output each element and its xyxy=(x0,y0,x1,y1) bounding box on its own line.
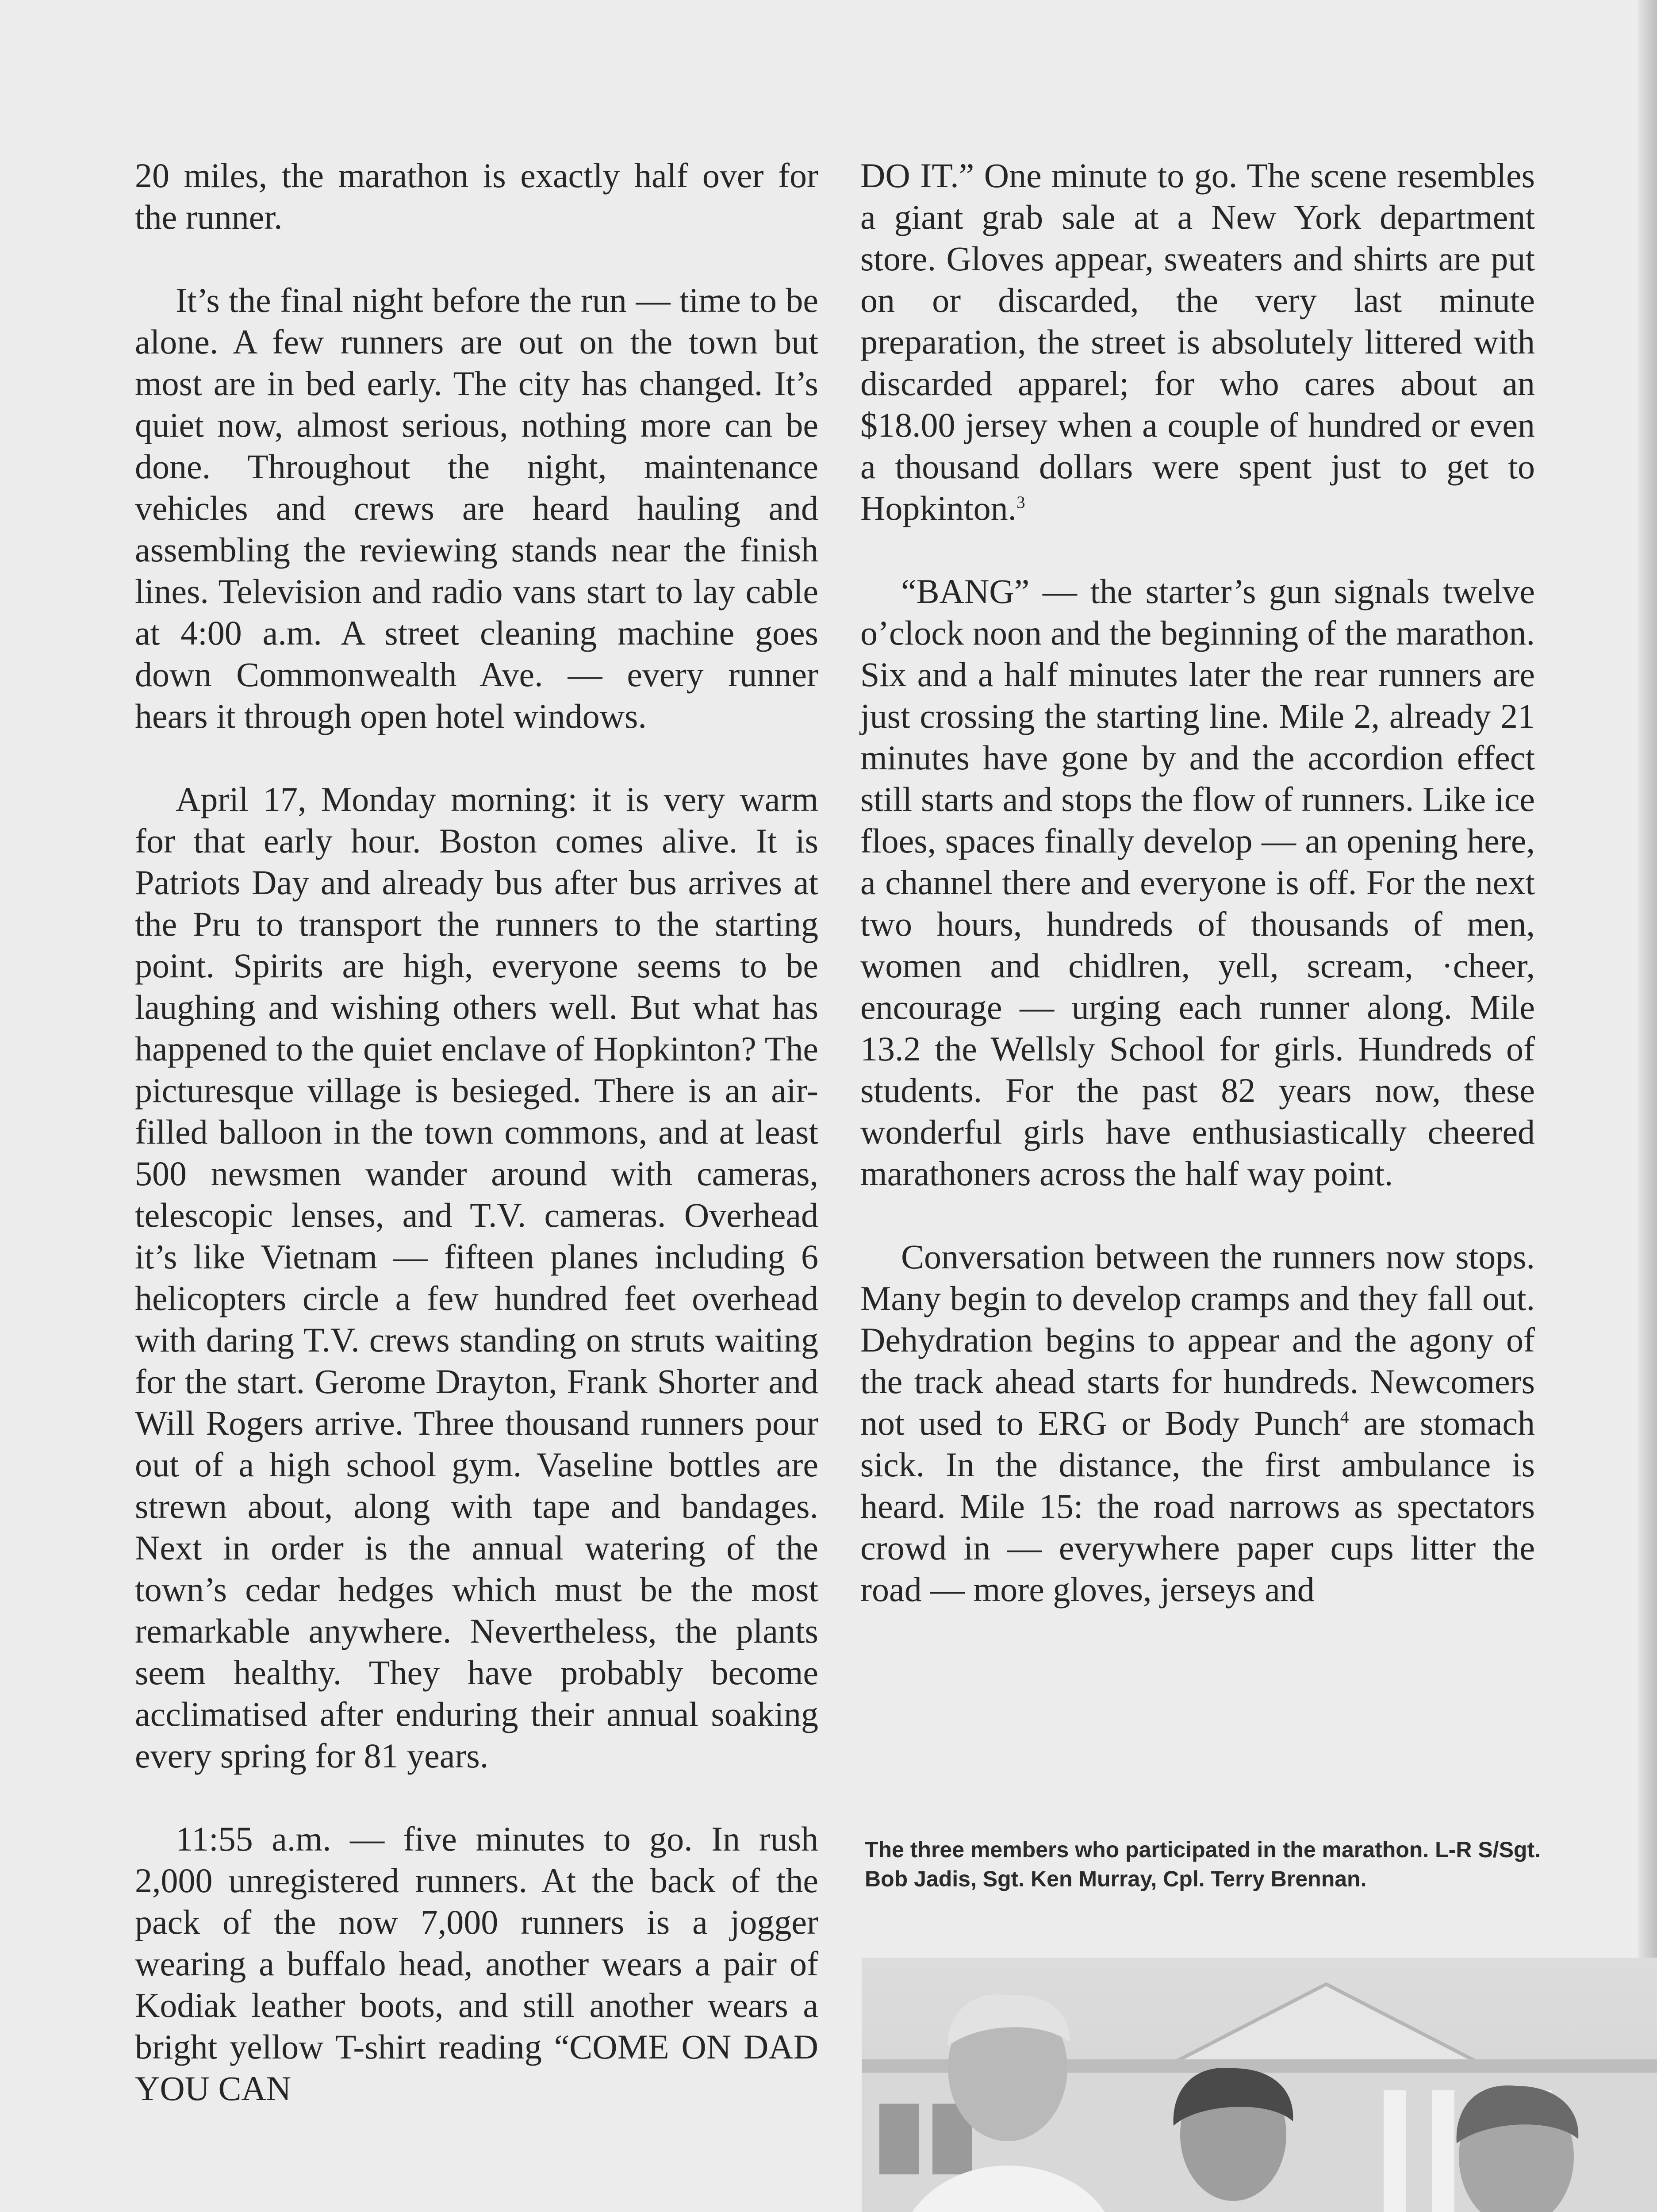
runners-photo xyxy=(862,1958,1657,2212)
paragraph-do-it-text: DO IT.” One minute to go. The scene resembles a giant grab sale at a New York department store. Gloves appear, sweaters and shirts are put on or discarded, the very last minute preparation, the street is absolutely littered with discarded apparel; for who cares about an $18.00 jersey when a couple of hundred or even a thousand dollars were spent just to get to Hopkinton. xyxy=(860,156,1535,527)
paragraph-continuation: 20 miles, the marathon is exactly half over for the runner. xyxy=(135,156,818,236)
runners-photo-illustration xyxy=(862,1958,1657,2212)
paragraph-1155: 11:55 a.m. — five minutes to go. In rush 2,000 unregistered runners. At the back of the pack of the now 7,000 runners is a jogger wearing a buffalo head, another wears a pair of Kodiak leather boots, and still another wears a bright yellow T-shirt reading “COME ON DAD YOU CAN xyxy=(135,1820,818,2108)
paragraph-bang: “BANG” — the starter’s gun signals twelve o’clock noon and the beginning of the marathon. Six and a half minutes later the rear runners are just crossing the starting line. Mile 2, already 21 minutes have gone by and the accordion effect still starts and stops the flow of runners. Like ice floes, spaces finally develop — an opening here, a channel there and everyone is off. For the next two hours, hundreds of thousands of men, women and chidlren, yell, scream, ·cheer, encourage — urging each runner along. Mile 13.2 the Wellsly School for girls. Hundreds of students. For the past 82 years now, these wonderful girls have enthusiastically cheered marathoners across the half way point. xyxy=(860,572,1535,1193)
footnote-marker-3: 3 xyxy=(1016,493,1025,512)
right-column xyxy=(860,155,1535,1652)
photo-caption: The three members who participated in the marathon. L-R S/Sgt. Bob Jadis, Sgt. Ken Murray, Cpl. Terry Brennan. xyxy=(865,1837,1541,1891)
paragraph-conversation-text-b: are stomach sick. In the distance, the first ambulance is heard. Mile 15: the road narrows as spectators crowd in — everywhere paper cups litter the road — more gloves, jerseys and xyxy=(860,1404,1535,1609)
footnote-marker-4: 4 xyxy=(1340,1408,1349,1427)
paragraph-conversation xyxy=(860,1236,1535,1610)
paragraph-night-before: It’s the final night before the run — time to be alone. A few runners are out on the town but most are in bed early. The city has changed. It’s quiet now, almost serious, nothing more can be done. Throughout the night, maintenance vehicles and crews are heard hauling and assembling the reviewing stands near the finish lines. Television and radio vans start to lay cable at 4:00 a.m. A street cleaning machine goes down Commonwealth Ave. — every runner hears it through open hotel windows. xyxy=(135,281,818,735)
paragraph-do-it xyxy=(860,155,1535,529)
page-edge-shadow xyxy=(1638,0,1657,1958)
paragraph-april-17: April 17, Monday morning: it is very warm for that early hour. Boston comes alive. It is Patriots Day and already bus after bus arrives at the Pru to transport the runners to the starting point. Spirits are high, everyone seems to be laughing and wishing others well. But what has happened to the quiet enclave of Hopkinton? The picturesque village is besieged. There is an air-filled balloon in the town commons, and at least 500 newsmen wander around with cameras, telescopic lenses, and T.V. cameras. Overhead it’s like Vietnam — fifteen planes including 6 helicopters circle a few hundred feet overhead with daring T.V. crews standing on struts waiting for the start. Gerome Drayton, Frank Shorter and Will Rogers arrive. Three thousand runners pour out of a high school gym. Vaseline bottles are strewn about, along with tape and bandages. Next in order is the annual watering of the town’s cedar hedges which must be the most remarkable anywhere. Nevertheless, the plants seem healthy. They have probably become acclimatised after enduring their annual soaking every spring for 81 years. xyxy=(135,780,818,1775)
paragraph-conversation-text-a: Conversation between the runners now stops. Many begin to develop cramps and they fall out. Dehydration begins to appear and the agony of the track ahead starts for hundreds. Newcomers not used to ERG or Body Punch xyxy=(860,1237,1535,1442)
left-column xyxy=(135,155,818,2151)
